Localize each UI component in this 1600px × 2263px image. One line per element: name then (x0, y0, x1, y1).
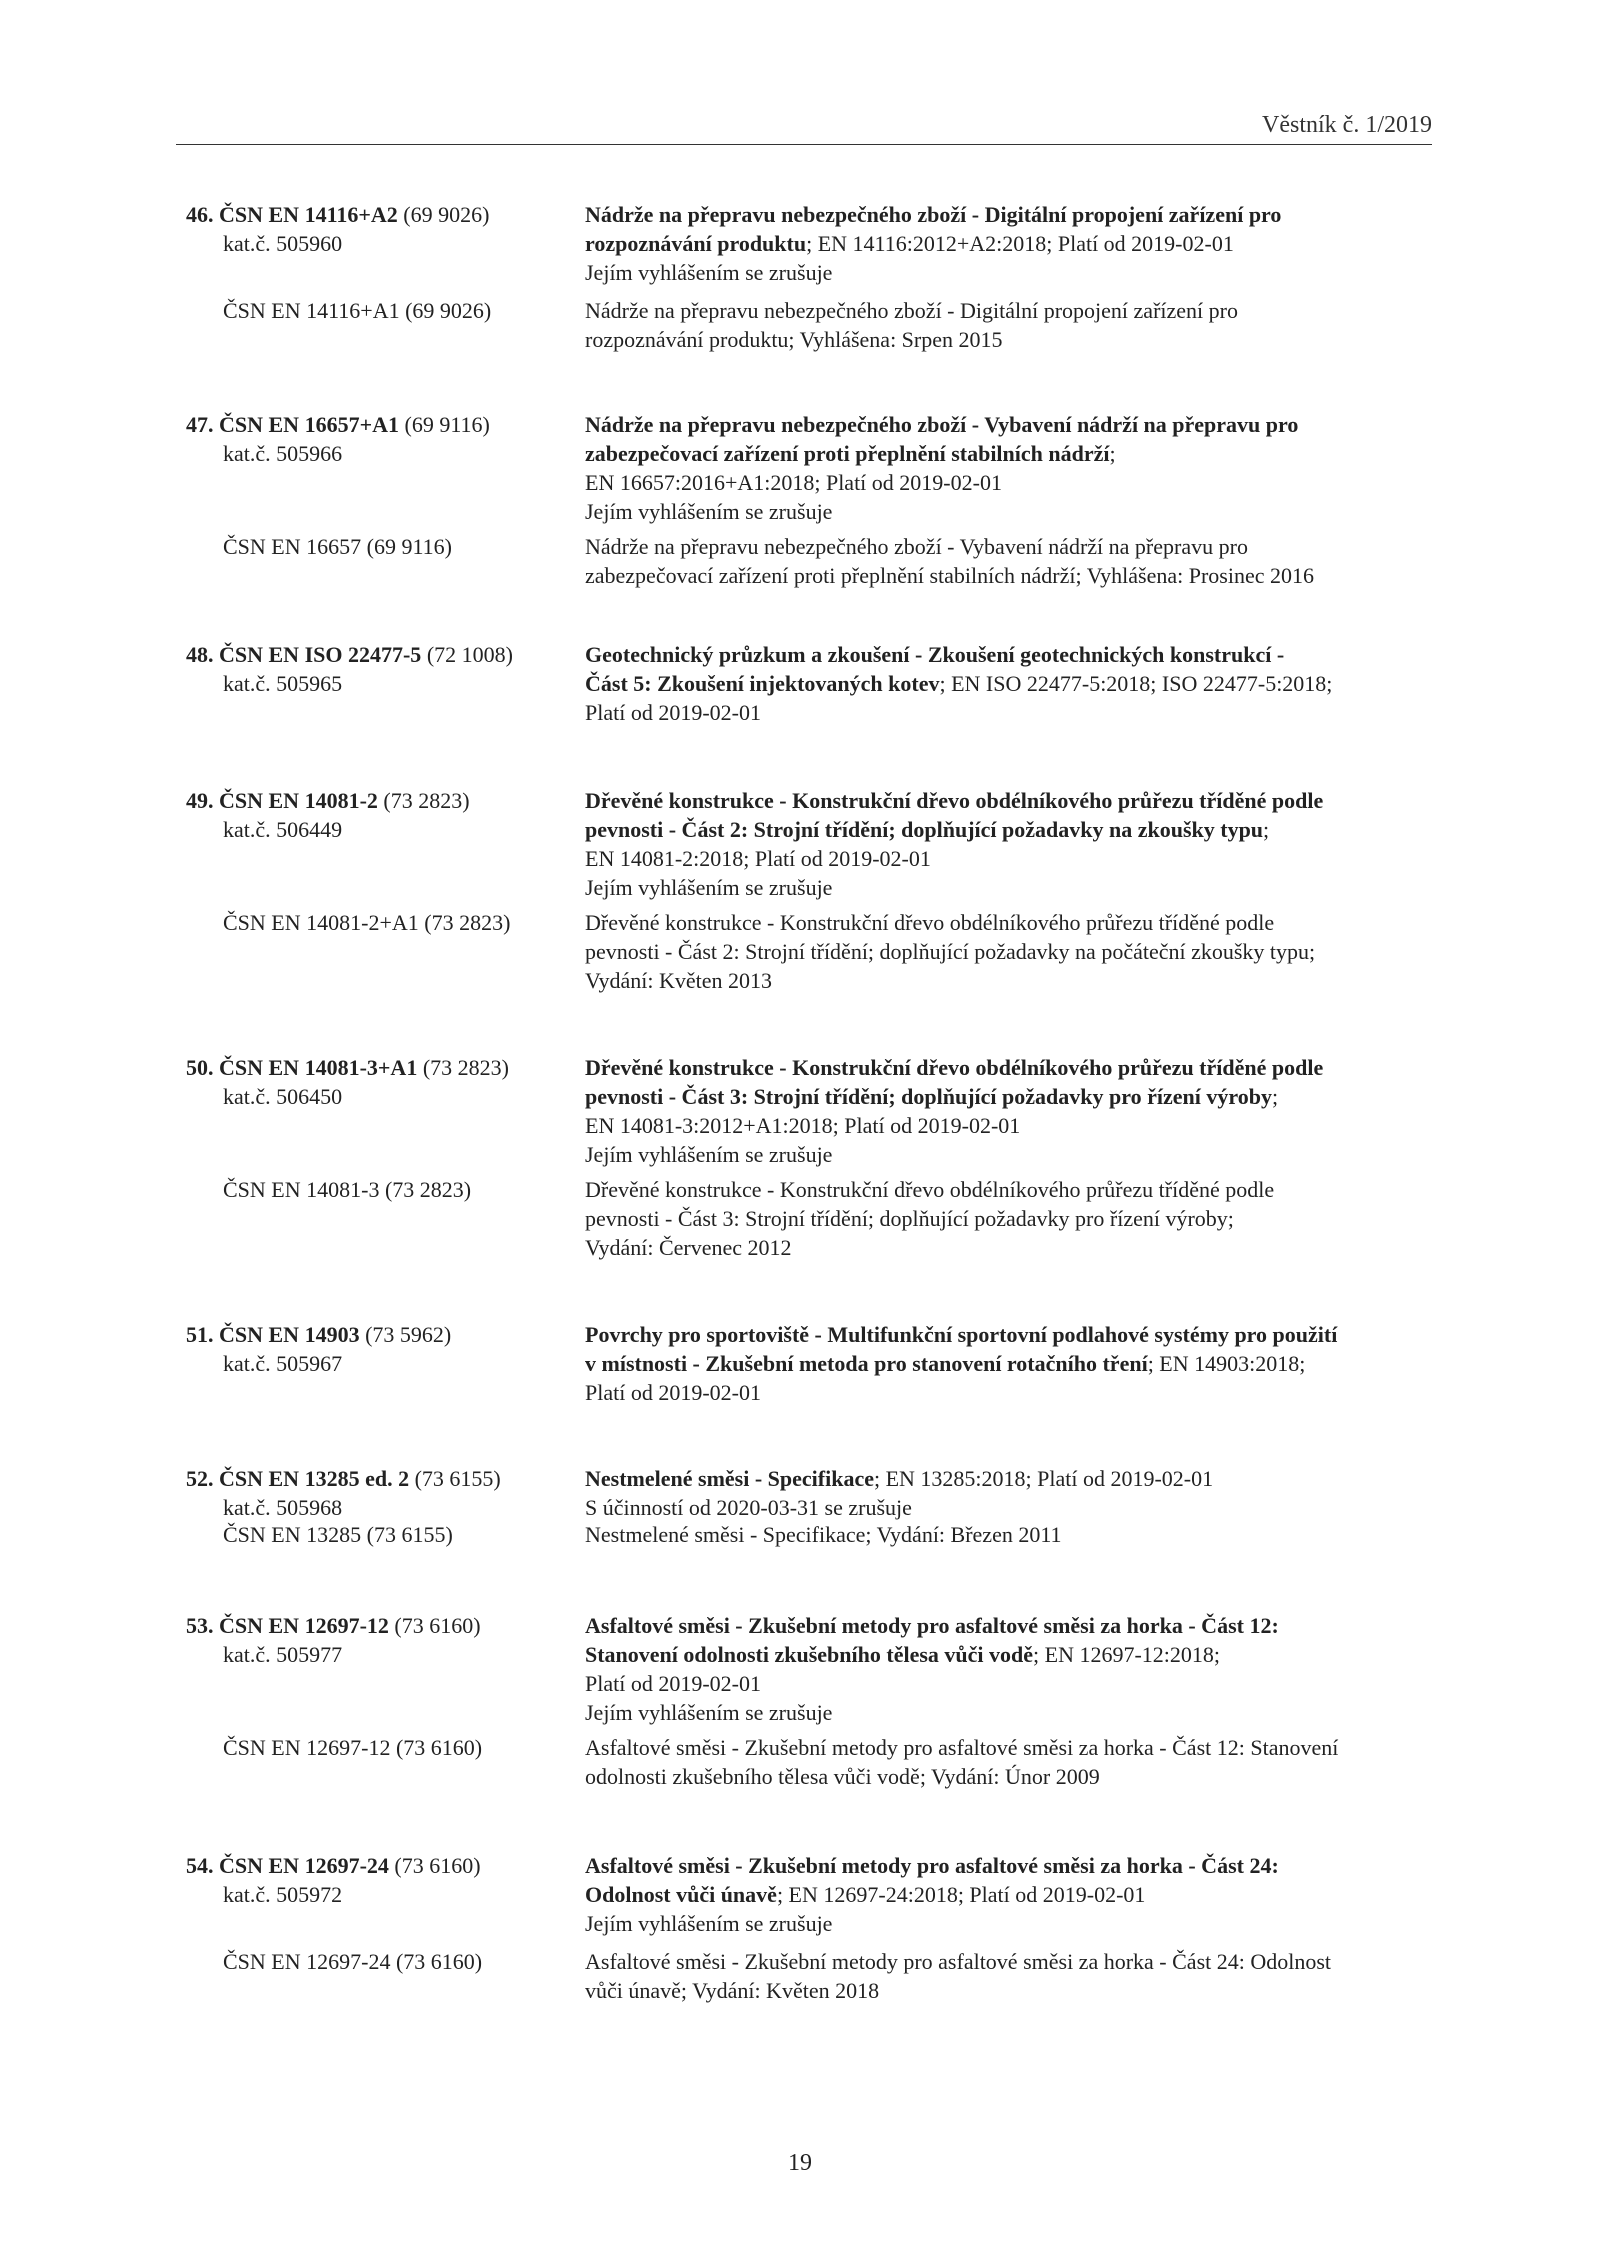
catalog-number: kat.č. 505965 (223, 671, 343, 696)
replaced-standard-code: ČSN EN 14081-3 (73 2823) (223, 1177, 472, 1202)
title-line (585, 1611, 1445, 1640)
entry-description (585, 1320, 1445, 1407)
entry-description (585, 1053, 1445, 1169)
replaced-standard-text: vůči únavě; Vydání: Květen 2018 (585, 1978, 880, 2003)
entry-number: 53. (186, 1613, 214, 1638)
standard-title: Geotechnický průzkum a zkoušení - Zkoušení geotechnických konstrukcí - (585, 642, 1285, 667)
standard-title: pevnosti - Část 3: Strojní třídění; doplňující požadavky pro řízení výroby (585, 1084, 1272, 1109)
standard-code: ČSN EN 14903 (219, 1322, 360, 1347)
entry-number: 49. (186, 788, 214, 813)
standard-title: Dřevěné konstrukce - Konstrukční dřevo obdélníkového průřezu tříděné podle (585, 788, 1324, 813)
title-line (585, 1880, 1445, 1909)
standard-title: zabezpečovací zařízení proti přeplnění stabilních nádrží (585, 441, 1110, 466)
catalog-number: kat.č. 505960 (223, 231, 343, 256)
entry-designation (186, 1320, 566, 1378)
journal-issue: Věstník č. 1/2019 (1262, 112, 1432, 138)
entry-note: EN 14081-3:2012+A1:2018; Platí od 2019-02-01 (585, 1113, 1021, 1138)
standard-reference: ; (1263, 817, 1270, 842)
replaced-standard-text: rozpoznávání produktu; Vyhlášena: Srpen 2015 (585, 327, 1003, 352)
replaced-designation (186, 1733, 566, 1762)
title-line (585, 1349, 1445, 1378)
replaced-standard-text: pevnosti - Část 3: Strojní třídění; doplňující požadavky pro řízení výroby; (585, 1206, 1234, 1231)
replaced-designation (186, 1947, 566, 1976)
replaced-description (585, 908, 1445, 995)
title-line (585, 1640, 1445, 1669)
catalog-number: kat.č. 505966 (223, 441, 343, 466)
standard-reference: ; EN 14116:2012+A2:2018; Platí od 2019-02-01 (806, 231, 1234, 256)
entry-note: Platí od 2019-02-01 (585, 1671, 761, 1696)
entry-number: 54. (186, 1853, 214, 1878)
standard-title: Povrchy pro sportoviště - Multifunkční sportovní podlahové systémy pro použití (585, 1322, 1338, 1347)
standard-code: ČSN EN ISO 22477-5 (219, 642, 422, 667)
standard-title: Nestmelené směsi - Specifikace (585, 1466, 874, 1491)
entry-code-line (186, 410, 566, 439)
classification-code: (73 6160) (394, 1613, 481, 1638)
replaced-standard-code: ČSN EN 13285 (73 6155) (223, 1522, 453, 1547)
entry-designation (186, 786, 566, 844)
entry-code-line (186, 1320, 566, 1349)
replaced-description (585, 296, 1445, 354)
replaced-standard-code: ČSN EN 12697-24 (73 6160) (223, 1949, 483, 1974)
standard-title: Asfaltové směsi - Zkušební metody pro asfaltové směsi za horka - Část 12: (585, 1613, 1279, 1638)
title-line (585, 786, 1445, 815)
entry-description (585, 1611, 1445, 1727)
title-line (585, 1082, 1445, 1111)
standard-title: pevnosti - Část 2: Strojní třídění; doplňující požadavky na zkoušky typu (585, 817, 1264, 842)
standard-title: Asfaltové směsi - Zkušební metody pro asfaltové směsi za horka - Část 24: (585, 1853, 1279, 1878)
title-line (585, 640, 1445, 669)
replaced-designation (186, 296, 566, 325)
entry-note: Jejím vyhlášením se zrušuje (585, 1911, 833, 1936)
title-line (585, 439, 1445, 468)
replaced-standard-text: Asfaltové směsi - Zkušební metody pro asfaltové směsi za horka - Část 24: Odolnost (585, 1949, 1332, 1974)
replaced-description (585, 532, 1445, 590)
standard-reference: ; (1271, 1084, 1279, 1109)
replaced-standard-text: Vydání: Červenec 2012 (585, 1235, 792, 1260)
catalog-number: kat.č. 505968 (223, 1495, 343, 1520)
entry-number: 46. (186, 202, 214, 227)
replaced-standard-text: zabezpečovací zařízení proti přeplnění stabilních nádrží; Vyhlášena: Prosinec 2016 (585, 563, 1314, 588)
standard-title: v místnosti - Zkušební metoda pro stanovení rotačního tření (585, 1351, 1148, 1376)
replaced-standard-text: pevnosti - Část 2: Strojní třídění; doplňující požadavky na počáteční zkoušky typu; (585, 939, 1316, 964)
entry-note: Jejím vyhlášením se zrušuje (585, 499, 833, 524)
entry-designation (186, 1464, 566, 1522)
title-line (585, 229, 1445, 258)
standard-title: rozpoznávání produktu (585, 231, 807, 256)
entry-code-line (186, 786, 566, 815)
catalog-number: kat.č. 505977 (223, 1642, 343, 1667)
entry-number: 52. (186, 1466, 214, 1491)
page-number: 19 (788, 2150, 812, 2176)
title-line (585, 1464, 1445, 1493)
entry-note: Platí od 2019-02-01 (585, 1380, 761, 1405)
classification-code: (73 6160) (394, 1853, 481, 1878)
entry-note: Jejím vyhlášením se zrušuje (585, 875, 833, 900)
entry-designation (186, 640, 566, 698)
standard-title: Odolnost vůči únavě (585, 1882, 777, 1907)
replaced-designation (186, 532, 566, 561)
replaced-standard-text: Asfaltové směsi - Zkušební metody pro asfaltové směsi za horka - Část 12: Stanovení (585, 1735, 1339, 1760)
entry-number: 50. (186, 1055, 214, 1080)
entry-note: Jejím vyhlášením se zrušuje (585, 260, 833, 285)
replaced-designation (186, 908, 566, 937)
entry-number: 47. (186, 412, 214, 437)
standard-code: ČSN EN 12697-12 (219, 1613, 389, 1638)
standard-reference: ; EN ISO 22477-5:2018; ISO 22477-5:2018; (939, 671, 1333, 696)
entry-description (585, 640, 1445, 727)
classification-code: (73 2823) (383, 788, 470, 813)
entry-description (585, 410, 1445, 526)
standard-title: Dřevěné konstrukce - Konstrukční dřevo obdélníkového průřezu tříděné podle (585, 1055, 1324, 1080)
classification-code: (69 9026) (403, 202, 490, 227)
entry-description (585, 786, 1445, 902)
replaced-description (585, 1733, 1445, 1791)
title-line (585, 1851, 1445, 1880)
standard-reference: ; EN 14903:2018; (1147, 1351, 1306, 1376)
replaced-standard-text: Nestmelené směsi - Specifikace; Vydání: Březen 2011 (585, 1522, 1062, 1547)
catalog-number: kat.č. 506450 (223, 1084, 343, 1109)
standard-code: ČSN EN 12697-24 (219, 1853, 389, 1878)
standard-reference: ; (1109, 441, 1116, 466)
standard-reference: ; EN 12697-24:2018; Platí od 2019-02-01 (776, 1882, 1146, 1907)
entry-code-line (186, 1464, 566, 1493)
entry-code-line (186, 640, 566, 669)
entry-designation (186, 1053, 566, 1111)
replaced-description (585, 1520, 1445, 1549)
replaced-description (585, 1947, 1445, 2005)
replaced-standard-code: ČSN EN 14081-2+A1 (73 2823) (223, 910, 511, 935)
replaced-standard-text: Dřevěné konstrukce - Konstrukční dřevo obdélníkového průřezu tříděné podle (585, 910, 1275, 935)
standard-code: ČSN EN 14081-3+A1 (219, 1055, 418, 1080)
entry-designation (186, 1611, 566, 1669)
replaced-designation (186, 1175, 566, 1204)
replaced-description (585, 1175, 1445, 1262)
classification-code: (69 9116) (404, 412, 490, 437)
classification-code: (73 6155) (414, 1466, 501, 1491)
standard-title: Nádrže na přepravu nebezpečného zboží - Digitální propojení zařízení pro (585, 202, 1282, 227)
title-line (585, 815, 1445, 844)
entry-note: EN 14081-2:2018; Platí od 2019-02-01 (585, 846, 931, 871)
entry-designation (186, 410, 566, 468)
title-line (585, 669, 1445, 698)
standard-code: ČSN EN 13285 ed. 2 (219, 1466, 410, 1491)
standard-code: ČSN EN 14116+A2 (219, 202, 398, 227)
title-line (585, 1053, 1445, 1082)
standard-reference: ; EN 13285:2018; Platí od 2019-02-01 (873, 1466, 1214, 1491)
replaced-standard-text: Nádrže na přepravu nebezpečného zboží - Vybavení nádrží na přepravu pro (585, 534, 1248, 559)
classification-code: (73 5962) (365, 1322, 452, 1347)
title-line (585, 1320, 1445, 1349)
entry-note: S účinností od 2020-03-31 se zrušuje (585, 1495, 912, 1520)
standard-title: Část 5: Zkoušení injektovaných kotev (585, 671, 940, 696)
standard-title: Stanovení odolnosti zkušebního tělesa vůči vodě (585, 1642, 1034, 1667)
catalog-number: kat.č. 506449 (223, 817, 343, 842)
standard-title: Nádrže na přepravu nebezpečného zboží - Vybavení nádrží na přepravu pro (585, 412, 1299, 437)
replaced-standard-code: ČSN EN 16657 (69 9116) (223, 534, 452, 559)
entry-number: 48. (186, 642, 214, 667)
replaced-standard-text: odolnosti zkušebního tělesa vůči vodě; Vydání: Únor 2009 (585, 1764, 1100, 1789)
replaced-standard-text: Nádrže na přepravu nebezpečného zboží - Digitální propojení zařízení pro (585, 298, 1238, 323)
entry-description (585, 1464, 1445, 1522)
entry-description (585, 1851, 1445, 1938)
title-line (585, 410, 1445, 439)
title-line (585, 200, 1445, 229)
replaced-standard-code: ČSN EN 14116+A1 (69 9026) (223, 298, 492, 323)
entry-code-line (186, 1851, 566, 1880)
catalog-number: kat.č. 505972 (223, 1882, 343, 1907)
entry-code-line (186, 1053, 566, 1082)
classification-code: (72 1008) (426, 642, 513, 667)
classification-code: (73 2823) (422, 1055, 509, 1080)
replaced-standard-text: Dřevěné konstrukce - Konstrukční dřevo obdélníkového průřezu tříděné podle (585, 1177, 1275, 1202)
entry-code-line (186, 1611, 566, 1640)
entry-note: Jejím vyhlášením se zrušuje (585, 1700, 833, 1725)
entry-designation (186, 200, 566, 258)
entry-note: Jejím vyhlášením se zrušuje (585, 1142, 833, 1167)
replaced-standard-text: Vydání: Květen 2013 (585, 968, 772, 993)
entry-code-line (186, 200, 566, 229)
catalog-number: kat.č. 505967 (223, 1351, 343, 1376)
entry-note: EN 16657:2016+A1:2018; Platí od 2019-02-01 (585, 470, 1002, 495)
entry-note: Platí od 2019-02-01 (585, 700, 761, 725)
replaced-standard-code: ČSN EN 12697-12 (73 6160) (223, 1735, 483, 1760)
entry-number: 51. (186, 1322, 214, 1347)
entry-designation (186, 1851, 566, 1909)
standard-code: ČSN EN 14081-2 (219, 788, 378, 813)
replaced-designation (186, 1520, 566, 1549)
entry-description (585, 200, 1445, 287)
standard-reference: ; EN 12697-12:2018; (1033, 1642, 1221, 1667)
standard-code: ČSN EN 16657+A1 (219, 412, 399, 437)
